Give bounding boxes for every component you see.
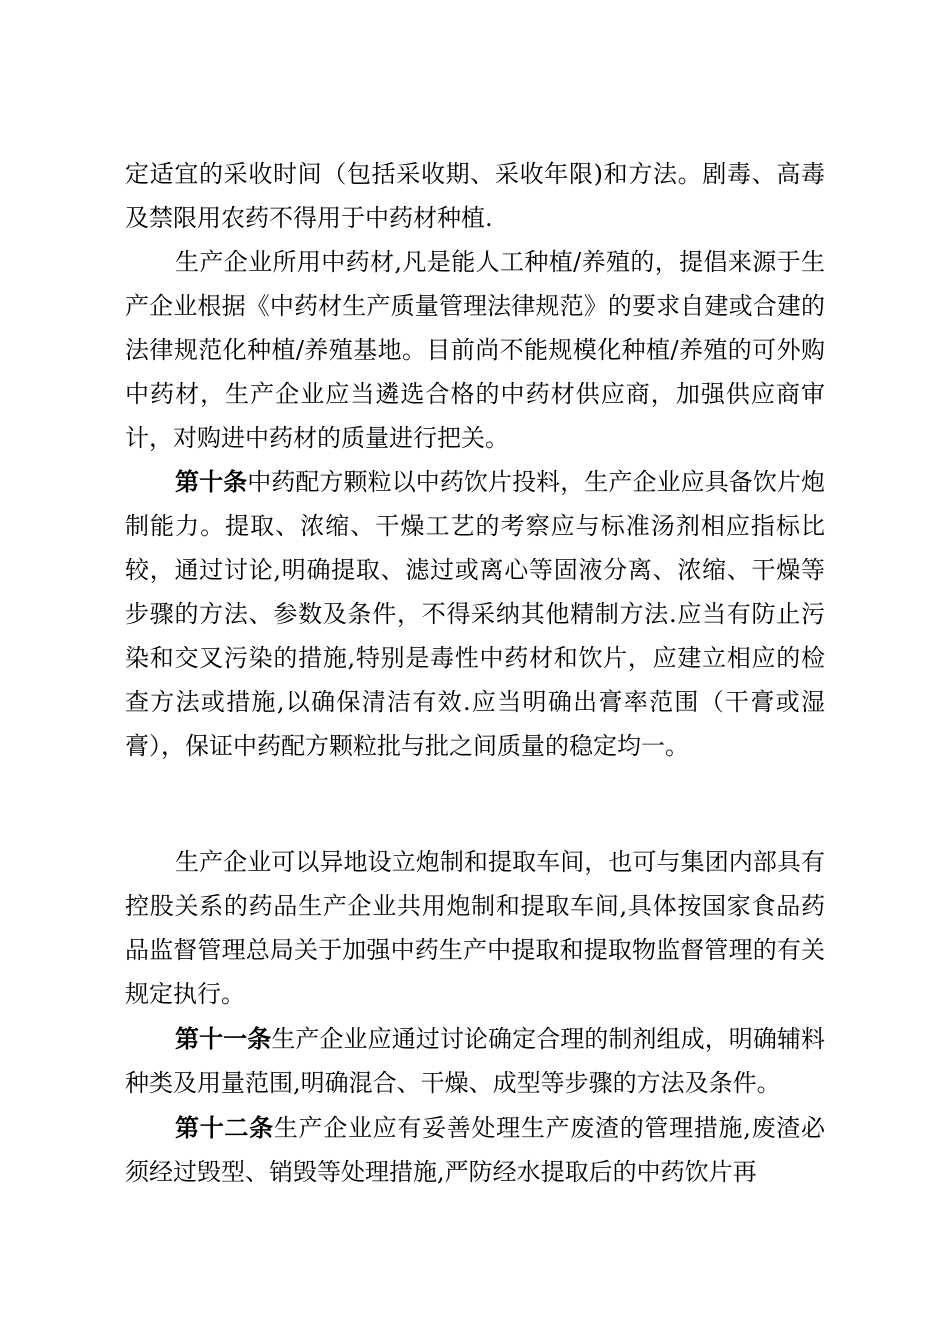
paragraph-text: 中药配方颗粒以中药饮片投料，生产企业应具备饮片炮制能力。提取、浓缩、干燥工艺的考察应与标准汤剂相应指标比较，通过讨论,明确提取、滤过或离心等固液分离、浓缩、干燥等步骤的方法、参数及条件，不得采纳其他精制方法.应当有防止污染和交叉污染的措施,特别是毒性中药材和饮片，应建立相应的检查方法或措施,以确保清洁有效.应当明确出膏率范围（干膏或湿膏），保证中药配方颗粒批与批之间质量的稳定均一。 bbox=[125, 468, 826, 760]
paragraph-text: 生产企业应通过讨论确定合理的制剂组成，明确辅料种类及用量范围,明确混合、干燥、成型等步骤的方法及条件。 bbox=[125, 1025, 826, 1097]
article-heading: 第十条 bbox=[175, 468, 248, 496]
paragraph-workshop bbox=[125, 840, 825, 1016]
paragraph-text: 生产企业可以异地设立炮制和提取车间，也可与集团内部具有控股关系的药品生产企业共用炮制和提取车间,具体按国家食品药品监督管理总局关于加强中药生产中提取和提取物监督管理的有关规定执行。 bbox=[125, 848, 825, 1008]
article-12 bbox=[125, 1106, 825, 1194]
paragraph-text: 生产企业应有妥善处理生产废渣的管理措施,废渣必须经过毁型、销毁等处理措施,严防经水提取后的中药饮片再 bbox=[125, 1114, 825, 1186]
paragraph-continuation bbox=[125, 152, 825, 240]
paragraph-materials-source bbox=[125, 240, 825, 460]
paragraph-text: 定适宜的采收时间（包括采收期、采收年限)和方法。剧毒、高毒及禁限用农药不得用于中药材种植. bbox=[125, 160, 825, 232]
article-heading: 第十二条 bbox=[175, 1114, 274, 1142]
paragraph-text: 生产企业所用中药材,凡是能人工种植/养殖的，提倡来源于生产企业根据《中药材生产质量管理法律规范》的要求自建或合建的法律规范化种植/养殖基地。目前尚不能规模化种植/养殖的可外购中药材，生产企业应当遴选合格的中药材供应商，加强供应商审计，对购进中药材的质量进行把关。 bbox=[125, 248, 825, 452]
article-10 bbox=[125, 460, 825, 768]
article-11 bbox=[125, 1017, 825, 1105]
article-heading: 第十一条 bbox=[175, 1025, 272, 1053]
